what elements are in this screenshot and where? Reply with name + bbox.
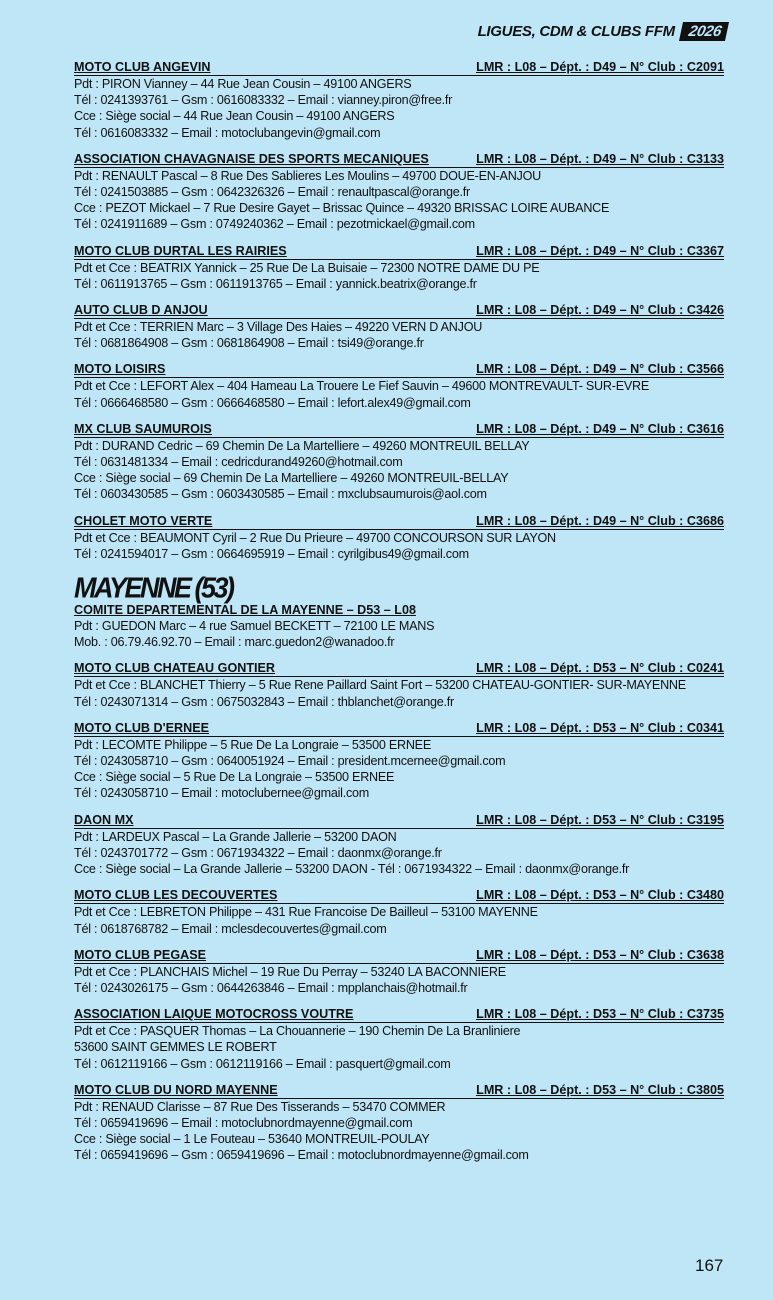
club-reference: LMR : L08 – Dépt. : D49 – N° Club : C3566 [476,362,724,377]
clubs-list-part2 [74,661,724,1163]
club-detail-line: Tél : 0631481334 – Email : cedricdurand49260@hotmail.com [74,455,403,470]
club-detail-line: Tél : 0243058710 – Gsm : 0640051924 – Email : president.mcernee@gmail.com [74,754,506,769]
club-reference: LMR : L08 – Dépt. : D53 – N° Club : C3195 [476,812,724,827]
club-entry [74,661,724,709]
club-header [74,362,724,378]
club-name: MOTO CLUB PEGASE [74,947,207,962]
club-detail-line: Tél : 0666468580 – Gsm : 0666468580 – Email : lefort.alex49@gmail.com [74,395,471,410]
club-name: MOTO CLUB D'ERNEE [74,720,210,735]
club-header [74,721,724,737]
club-detail-line: Pdt : LECOMTE Philippe – 5 Rue De La Longraie – 53500 ERNEE [74,737,431,752]
club-header [74,948,724,964]
club-entry [74,1007,724,1072]
club-detail-line: Pdt : LARDEUX Pascal – La Grande Jallerie – 53200 DAON [74,829,397,844]
club-entry [74,721,724,802]
club-entry [74,813,724,878]
club-detail-line: Pdt et Cce : TERRIEN Marc – 3 Village Des Haies – 49220 VERN D ANJOU [74,320,483,335]
club-detail-line: Tél : 0659419696 – Email : motoclubnordmayenne@gmail.com [74,1115,413,1130]
club-header [74,514,724,530]
club-detail-line: Tél : 0659419696 – Gsm : 0659419696 – Email : motoclubnordmayenne@gmail.com [74,1148,529,1163]
club-name: MOTO LOISIRS [74,362,166,377]
committee-name: COMITE DEPARTEMENTAL DE LA MAYENNE – D53 – L08 [74,603,416,618]
club-directory [74,60,724,1175]
club-header [74,1083,724,1099]
club-detail-line: Tél : 0611913765 – Gsm : 0611913765 – Email : yannick.beatrix@orange.fr [74,276,477,291]
club-reference: LMR : L08 – Dépt. : D53 – N° Club : C0341 [476,720,724,735]
club-name: CHOLET MOTO VERTE [74,513,213,528]
club-header [74,303,724,319]
club-reference: LMR : L08 – Dépt. : D49 – N° Club : C2091 [476,60,724,74]
committee-entry [74,603,724,650]
club-entry [74,303,724,351]
club-detail-line: Tél : 0681864908 – Gsm : 0681864908 – Email : tsi49@orange.fr [74,336,424,351]
page-header [478,22,727,41]
club-name: MOTO CLUB DURTAL LES RAIRIES [74,243,287,258]
page-number: 167 [695,1256,724,1275]
club-detail-line: Tél : 0612119166 – Gsm : 0612119166 – Email : pasquert@gmail.com [74,1056,451,1071]
club-detail-line: Tél : 0243058710 – Email : motoclubernee@gmail.com [74,786,370,801]
club-detail-line: Cce : PEZOT Mickael – 7 Rue Desire Gayet – Brissac Quince – 49320 BRISSAC LOIRE AUBANCE [74,201,610,216]
club-detail-line: Pdt et Cce : LEBRETON Philippe – 431 Rue Francoise De Bailleul – 53100 MAYENNE [74,905,538,920]
club-reference: LMR : L08 – Dépt. : D53 – N° Club : C0241 [476,661,724,676]
club-detail-line: Cce : Siège social – 44 Rue Jean Cousin – 49100 ANGERS [74,109,395,124]
club-detail-line: Pdt et Cce : BEAUMONT Cyril – 2 Rue Du Prieure – 49700 CONCOURSON SUR LAYON [74,530,556,545]
club-reference: LMR : L08 – Dépt. : D49 – N° Club : C3367 [476,243,724,258]
club-detail-line: Tél : 0243026175 – Gsm : 0644263846 – Email : mpplanchais@hotmail.fr [74,980,468,995]
club-reference: LMR : L08 – Dépt. : D49 – N° Club : C3686 [476,513,724,528]
club-header [74,60,724,76]
club-reference: LMR : L08 – Dépt. : D49 – N° Club : C3426 [476,303,724,318]
club-reference: LMR : L08 – Dépt. : D53 – N° Club : C3638 [476,947,724,962]
club-name: ASSOCIATION LAIQUE MOTOCROSS VOUTRE [74,1007,354,1022]
club-entry [74,60,724,141]
club-reference: LMR : L08 – Dépt. : D53 – N° Club : C3735 [476,1007,724,1022]
committee-line: Pdt : GUEDON Marc – 4 rue Samuel BECKETT – 72100 LE MANS [74,619,435,634]
club-header [74,1007,724,1023]
club-entry [74,362,724,410]
club-detail-line: Cce : Siège social – 1 Le Fouteau – 53640 MONTREUIL-POULAY [74,1132,430,1147]
club-name: ASSOCIATION CHAVAGNAISE DES SPORTS MECANIQUES [74,151,429,166]
clubs-list-part1 [74,60,724,562]
club-header [74,813,724,829]
club-detail-line: Tél : 0616083332 – Email : motoclubangevin@gmail.com [74,125,381,140]
club-detail-line: Pdt et Cce : PASQUER Thomas – La Chouannerie – 190 Chemin De La Branliniere [74,1024,521,1039]
club-entry [74,888,724,936]
club-detail-line: Tél : 0243701772 – Gsm : 0671934322 – Email : daonmx@orange.fr [74,845,442,860]
club-detail-line: Pdt : RENAUD Clarisse – 87 Rue Des Tisserands – 53470 COMMER [74,1099,446,1114]
club-name: DAON MX [74,812,134,827]
club-detail-line: Tél : 0241594017 – Gsm : 0664695919 – Email : cyrilgibus49@gmail.com [74,546,469,561]
club-detail-line: Pdt et Cce : LEFORT Alex – 404 Hameau La Trouere Le Fief Sauvin – 49600 MONTREVAULT- SUR-EVRE [74,379,649,394]
club-detail-line: Pdt : DURAND Cedric – 69 Chemin De La Martelliere – 49260 MONTREUIL BELLAY [74,438,530,453]
club-header [74,422,724,438]
club-entry [74,948,724,996]
club-detail-line: Tél : 0241911689 – Gsm : 0749240362 – Email : pezotmickael@gmail.com [74,217,475,232]
club-detail-line: Cce : Siège social – La Grande Jallerie – 53200 DAON - Tél : 0671934322 – Email : daonmx@orange.fr [74,862,630,877]
club-detail-line: Tél : 0241393761 – Gsm : 0616083332 – Email : vianney.piron@free.fr [74,93,453,108]
club-detail-line: Pdt et Cce : BEATRIX Yannick – 25 Rue De La Buisaie – 72300 NOTRE DAME DU PE [74,260,540,275]
club-reference: LMR : L08 – Dépt. : D53 – N° Club : C3805 [476,1082,724,1097]
club-name: MOTO CLUB CHATEAU GONTIER [74,661,276,676]
section-title: MAYENNE (53) [74,572,233,604]
club-header [74,661,724,677]
club-reference: LMR : L08 – Dépt. : D53 – N° Club : C3480 [476,888,724,903]
club-detail-line: Tél : 0603430585 – Gsm : 0603430585 – Email : mxclubsaumurois@aol.com [74,487,487,502]
club-detail-line: Pdt : RENAULT Pascal – 8 Rue Des Sablieres Les Moulins – 49700 DOUE-EN-ANJOU [74,168,541,183]
club-detail-line: Tél : 0618768782 – Email : mclesdecouvertes@gmail.com [74,921,387,936]
club-header [74,244,724,260]
club-header [74,152,724,168]
club-detail-line: 53600 SAINT GEMMES LE ROBERT [74,1040,277,1055]
committee-line: Mob. : 06.79.46.92.70 – Email : marc.guedon2@wanadoo.fr [74,635,395,650]
header-title: LIGUES, CDM & CLUBS FFM [477,23,675,40]
club-name: MOTO CLUB LES DECOUVERTES [74,888,278,903]
club-detail-line: Tél : 0241503885 – Gsm : 0642326326 – Email : renaultpascal@orange.fr [74,185,470,200]
club-entry [74,244,724,292]
club-detail-line: Cce : Siège social – 5 Rue De La Longraie – 53500 ERNEE [74,770,395,785]
club-reference: LMR : L08 – Dépt. : D49 – N° Club : C3616 [476,421,724,436]
club-entry [74,422,724,503]
club-header [74,888,724,904]
club-detail-line: Tél : 0243071314 – Gsm : 0675032843 – Email : thblanchet@orange.fr [74,694,454,709]
club-name: AUTO CLUB D ANJOU [74,303,208,318]
club-detail-line: Pdt et Cce : BLANCHET Thierry – 5 Rue Rene Paillard Saint Fort – 53200 CHATEAU-GONTIER- SUR-MAYENNE [74,678,686,693]
club-entry [74,1083,724,1164]
club-name: MOTO CLUB ANGEVIN [74,60,211,74]
header-year-badge: 2026 [679,22,729,41]
club-reference: LMR : L08 – Dépt. : D49 – N° Club : C3133 [476,151,724,166]
club-detail-line: Pdt et Cce : PLANCHAIS Michel – 19 Rue Du Perray – 53240 LA BACONNIERE [74,964,506,979]
club-detail-line: Cce : Siège social – 69 Chemin De La Martelliere – 49260 MONTREUIL-BELLAY [74,471,509,486]
club-name: MOTO CLUB DU NORD MAYENNE [74,1082,278,1097]
club-entry [74,514,724,562]
club-name: MX CLUB SAUMUROIS [74,421,212,436]
club-detail-line: Pdt : PIRON Vianney – 44 Rue Jean Cousin – 49100 ANGERS [74,77,412,91]
club-entry [74,152,724,233]
